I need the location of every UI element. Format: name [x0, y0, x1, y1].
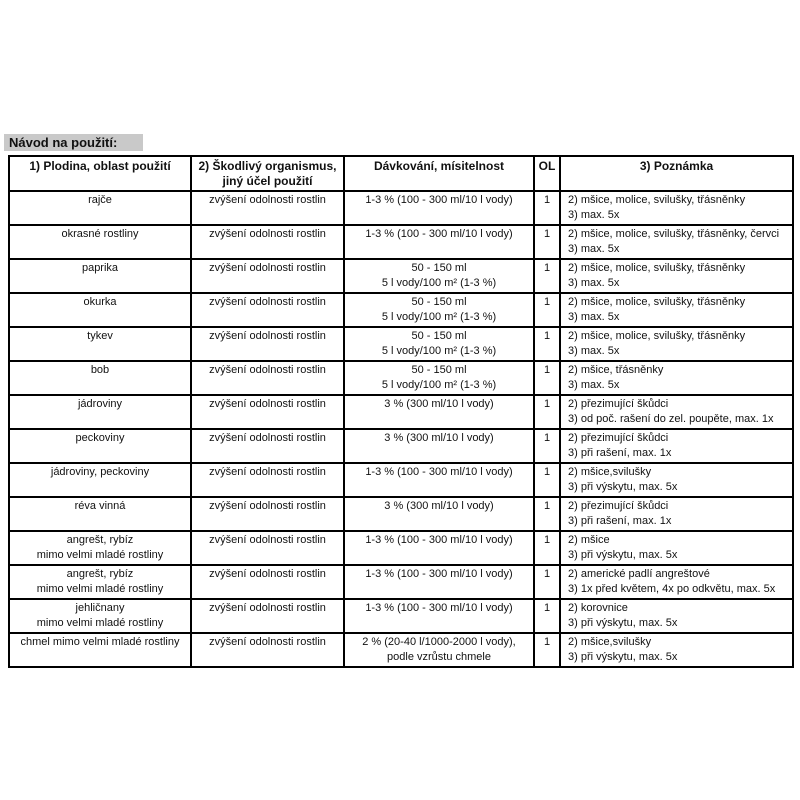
ol-value: 1 — [543, 432, 551, 444]
purpose-text: zvýšení odolnosti rostlin — [209, 568, 326, 580]
table-body — [9, 191, 793, 667]
purpose-text: zvýšení odolnosti rostlin — [209, 602, 326, 614]
note-cell — [560, 599, 793, 633]
ol-value: 1 — [543, 602, 551, 614]
note-cell — [560, 327, 793, 361]
dosage-cell — [344, 395, 534, 429]
note-cell — [560, 429, 793, 463]
table-row — [9, 565, 793, 599]
ol-value: 1 — [543, 330, 551, 342]
crop-cell — [9, 293, 191, 327]
note-line: 2) americké padlí angreštové — [568, 568, 710, 580]
dosage-line: 1-3 % (100 - 300 ml/10 l vody) — [365, 194, 513, 206]
note-line: 3) max. 5x — [568, 243, 620, 255]
dosage-cell — [344, 225, 534, 259]
crop-line: peckoviny — [75, 432, 125, 444]
purpose-cell — [191, 633, 344, 667]
purpose-text: zvýšení odolnosti rostlin — [209, 500, 326, 512]
ol-cell — [534, 259, 560, 293]
note-line: 3) při výskytu, max. 5x — [568, 481, 678, 493]
header-dosage — [344, 156, 534, 191]
note-line: 3) max. 5x — [568, 345, 620, 357]
dosage-cell — [344, 327, 534, 361]
header-ol — [534, 156, 560, 191]
crop-line: jádroviny — [77, 398, 123, 410]
purpose-cell — [191, 531, 344, 565]
note-cell — [560, 531, 793, 565]
purpose-text: zvýšení odolnosti rostlin — [209, 262, 326, 274]
ol-value: 1 — [543, 500, 551, 512]
dosage-line: 50 - 150 ml — [411, 262, 467, 274]
ol-value: 1 — [543, 364, 551, 376]
crop-line: paprika — [81, 262, 119, 274]
crop-cell — [9, 633, 191, 667]
dosage-cell — [344, 497, 534, 531]
dosage-cell — [344, 565, 534, 599]
purpose-text: zvýšení odolnosti rostlin — [209, 534, 326, 546]
note-line: 3) max. 5x — [568, 311, 620, 323]
ol-value: 1 — [543, 534, 551, 546]
table-row — [9, 361, 793, 395]
table-row — [9, 531, 793, 565]
crop-line: rajče — [88, 194, 112, 206]
dosage-line: 3 % (300 ml/10 l vody) — [384, 500, 494, 512]
ol-value: 1 — [543, 398, 551, 410]
crop-line: mimo velmi mladé rostliny — [36, 617, 164, 629]
note-line: 3) max. 5x — [568, 277, 620, 289]
note-line: 3) od poč. rašení do zel. poupěte, max. 1x — [568, 413, 774, 425]
dosage-cell — [344, 599, 534, 633]
table-row — [9, 463, 793, 497]
purpose-text: zvýšení odolnosti rostlin — [209, 228, 326, 240]
crop-line: mimo velmi mladé rostliny — [36, 583, 164, 595]
purpose-text: zvýšení odolnosti rostlin — [209, 398, 326, 410]
crop-cell — [9, 191, 191, 225]
header-dosage-label: Dávkování, mísitelnost — [373, 159, 505, 173]
crop-cell — [9, 225, 191, 259]
table-row — [9, 259, 793, 293]
crop-cell — [9, 497, 191, 531]
dosage-line: 50 - 150 ml — [411, 296, 467, 308]
note-line: 2) mšice, třásněnky — [568, 364, 664, 376]
ol-cell — [534, 497, 560, 531]
table-header-row — [9, 156, 793, 191]
header-crop-label: 1) Plodina, oblast použití — [29, 159, 171, 173]
dosage-line: 1-3 % (100 - 300 ml/10 l vody) — [365, 466, 513, 478]
dosage-cell — [344, 531, 534, 565]
crop-line: okrasné rostliny — [61, 228, 139, 240]
dosage-cell — [344, 633, 534, 667]
note-line: 3) 1x před květem, 4x po odkvětu, max. 5x — [568, 583, 776, 595]
crop-line: chmel mimo velmi mladé rostliny — [20, 636, 180, 648]
note-cell — [560, 633, 793, 667]
dosage-cell — [344, 191, 534, 225]
ol-cell — [534, 293, 560, 327]
note-line: 3) max. 5x — [568, 379, 620, 391]
ol-cell — [534, 361, 560, 395]
purpose-cell — [191, 191, 344, 225]
dosage-cell — [344, 259, 534, 293]
purpose-cell — [191, 565, 344, 599]
note-cell — [560, 395, 793, 429]
note-cell — [560, 191, 793, 225]
dosage-line: 50 - 150 ml — [411, 364, 467, 376]
crop-line: angrešt, rybíz — [66, 568, 134, 580]
purpose-cell — [191, 463, 344, 497]
ol-value: 1 — [543, 228, 551, 240]
dosage-line: 3 % (300 ml/10 l vody) — [384, 398, 494, 410]
purpose-text: zvýšení odolnosti rostlin — [209, 296, 326, 308]
ol-cell — [534, 463, 560, 497]
purpose-text: zvýšení odolnosti rostlin — [209, 432, 326, 444]
ol-value: 1 — [543, 296, 551, 308]
ol-cell — [534, 531, 560, 565]
note-line: 3) max. 5x — [568, 209, 620, 221]
crop-line: jehličnany — [75, 602, 125, 614]
note-line: 2) mšice, molice, svilušky, třásněnky — [568, 296, 746, 308]
purpose-cell — [191, 395, 344, 429]
page-title: Návod na použití: — [4, 134, 143, 151]
purpose-text: zvýšení odolnosti rostlin — [209, 330, 326, 342]
note-cell — [560, 293, 793, 327]
purpose-text: zvýšení odolnosti rostlin — [209, 364, 326, 376]
note-line: 2) mšice,svilušky — [568, 636, 652, 648]
table-row — [9, 293, 793, 327]
note-cell — [560, 225, 793, 259]
purpose-cell — [191, 259, 344, 293]
crop-line: mimo velmi mladé rostliny — [36, 549, 164, 561]
header-note — [560, 156, 793, 191]
purpose-text: zvýšení odolnosti rostlin — [209, 466, 326, 478]
table-row — [9, 395, 793, 429]
note-line: 2) mšice, molice, svilušky, třásněnky — [568, 330, 746, 342]
dosage-cell — [344, 463, 534, 497]
note-line: 2) mšice, molice, svilušky, třásněnky, červci — [568, 228, 780, 240]
table-row — [9, 633, 793, 667]
dosage-line: 5 l vody/100 m² (1-3 %) — [381, 379, 497, 391]
note-line: 3) při výskytu, max. 5x — [568, 617, 678, 629]
note-line: 3) při rašení, max. 1x — [568, 447, 672, 459]
dosage-line: 5 l vody/100 m² (1-3 %) — [381, 277, 497, 289]
ol-cell — [534, 191, 560, 225]
note-line: 2) mšice, molice, svilušky, třásněnky — [568, 262, 746, 274]
ol-cell — [534, 395, 560, 429]
dosage-line: 1-3 % (100 - 300 ml/10 l vody) — [365, 228, 513, 240]
dosage-line: 3 % (300 ml/10 l vody) — [384, 432, 494, 444]
crop-line: réva vinná — [74, 500, 126, 512]
table-header — [9, 156, 793, 191]
crop-line: jádroviny, peckoviny — [50, 466, 150, 478]
purpose-cell — [191, 225, 344, 259]
note-cell — [560, 259, 793, 293]
dosage-line: 1-3 % (100 - 300 ml/10 l vody) — [365, 534, 513, 546]
purpose-cell — [191, 497, 344, 531]
header-note-label: 3) Poznámka — [639, 159, 714, 173]
dosage-line: 1-3 % (100 - 300 ml/10 l vody) — [365, 568, 513, 580]
crop-cell — [9, 429, 191, 463]
crop-cell — [9, 565, 191, 599]
crop-line: tykev — [87, 330, 113, 342]
ol-value: 1 — [543, 636, 551, 648]
purpose-cell — [191, 361, 344, 395]
purpose-text: zvýšení odolnosti rostlin — [209, 194, 326, 206]
ol-value: 1 — [543, 262, 551, 274]
crop-cell — [9, 361, 191, 395]
note-cell — [560, 497, 793, 531]
table-row — [9, 599, 793, 633]
dosage-line: podle vzrůstu chmele — [387, 651, 491, 663]
purpose-cell — [191, 429, 344, 463]
table-row — [9, 429, 793, 463]
crop-cell — [9, 259, 191, 293]
dosage-line: 5 l vody/100 m² (1-3 %) — [381, 311, 497, 323]
dosage-line: 2 % (20-40 l/1000-2000 l vody), — [362, 636, 516, 648]
header-organism — [191, 156, 344, 191]
header-crop — [9, 156, 191, 191]
note-line: 3) při výskytu, max. 5x — [568, 549, 678, 561]
note-line: 3) při rašení, max. 1x — [568, 515, 672, 527]
crop-cell — [9, 327, 191, 361]
ol-cell — [534, 633, 560, 667]
note-line: 2) mšice,svilušky — [568, 466, 652, 478]
note-cell — [560, 361, 793, 395]
note-line: 2) přezimující škůdci — [568, 398, 669, 410]
ol-value: 1 — [543, 194, 551, 206]
purpose-text: zvýšení odolnosti rostlin — [209, 636, 326, 648]
note-line: 2) mšice — [568, 534, 610, 546]
crop-cell — [9, 395, 191, 429]
note-cell — [560, 463, 793, 497]
note-line: 3) při výskytu, max. 5x — [568, 651, 678, 663]
crop-line: bob — [90, 364, 110, 376]
ol-cell — [534, 225, 560, 259]
purpose-cell — [191, 327, 344, 361]
table-row — [9, 225, 793, 259]
ol-cell — [534, 429, 560, 463]
header-organism-line1: 2) Škodlivý organismus, — [198, 159, 337, 173]
note-line: 2) korovnice — [568, 602, 628, 614]
header-organism-line2: jiný účel použití — [222, 174, 313, 188]
table-row — [9, 497, 793, 531]
ol-value: 1 — [543, 568, 551, 580]
ol-cell — [534, 327, 560, 361]
dosage-line: 1-3 % (100 - 300 ml/10 l vody) — [365, 602, 513, 614]
crop-line: okurka — [83, 296, 117, 308]
table-row — [9, 327, 793, 361]
usage-instructions-table — [8, 155, 794, 668]
dosage-cell — [344, 293, 534, 327]
crop-cell — [9, 531, 191, 565]
ol-cell — [534, 599, 560, 633]
note-cell — [560, 565, 793, 599]
table-row — [9, 191, 793, 225]
crop-cell — [9, 463, 191, 497]
ol-cell — [534, 565, 560, 599]
dosage-line: 50 - 150 ml — [411, 330, 467, 342]
note-line: 2) mšice, molice, svilušky, třásněnky — [568, 194, 746, 206]
crop-line: angrešt, rybíz — [66, 534, 134, 546]
crop-cell — [9, 599, 191, 633]
note-line: 2) přezimující škůdci — [568, 500, 669, 512]
dosage-cell — [344, 361, 534, 395]
dosage-line: 5 l vody/100 m² (1-3 %) — [381, 345, 497, 357]
dosage-cell — [344, 429, 534, 463]
note-line: 2) přezimující škůdci — [568, 432, 669, 444]
ol-value: 1 — [543, 466, 551, 478]
purpose-cell — [191, 599, 344, 633]
header-ol-label: OL — [538, 159, 556, 173]
purpose-cell — [191, 293, 344, 327]
